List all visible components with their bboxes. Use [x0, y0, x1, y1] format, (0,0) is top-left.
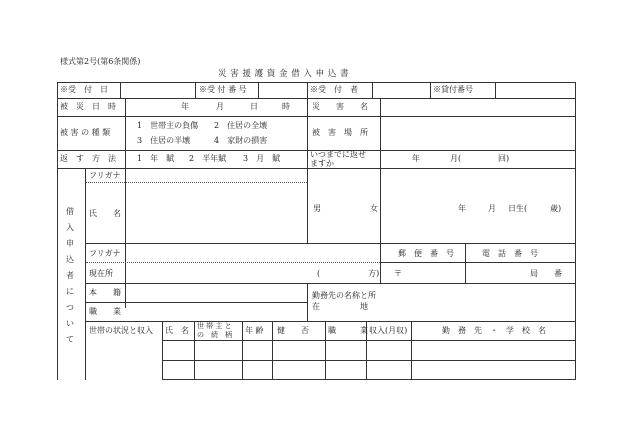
gender-female: 女: [370, 204, 378, 213]
birth-day: 日生(: [508, 204, 528, 213]
applicant-side-5: 者: [66, 271, 74, 280]
birth-month: 月: [488, 204, 496, 213]
disaster-year: 年: [181, 102, 189, 111]
postal-code-label: 郵 便 番 号: [398, 249, 454, 258]
disaster-date-label: 被 災 日 時: [60, 102, 116, 111]
household-health: 健 否: [277, 326, 309, 335]
age-label: 歳): [550, 204, 562, 213]
damage-option-2: 2 住居の全壊: [214, 121, 268, 130]
applicant-side-3: 申: [66, 239, 74, 248]
phone-number-label: 電 話 番 号: [482, 249, 538, 258]
damage-option-1: 1 世帯主の負傷: [137, 121, 199, 130]
address-paren: ( 方): [317, 269, 380, 278]
reception-date-label: ※受 付 日: [60, 85, 108, 94]
household-relation-2: の 続 柄: [197, 331, 232, 339]
bureau-label: 局 番: [530, 269, 562, 278]
applicant-side-8: い: [66, 319, 74, 328]
household-job: 職 業: [328, 326, 368, 335]
household-school: 勤 務 先 ・ 学 校 名: [442, 326, 546, 335]
repay-until-label-2: ますか: [310, 159, 334, 168]
damage-place-label: 被 害 場 所: [312, 128, 368, 137]
applicant-side-7: つ: [66, 303, 74, 312]
applicant-side-9: て: [66, 335, 74, 344]
reception-number-label: ※受 付 番 号: [199, 85, 247, 94]
repay-times: 回): [498, 154, 510, 163]
damage-option-3: 3 住居の半壊: [137, 136, 191, 145]
repay-option-2: 2 半年賦: [189, 154, 227, 163]
birth-year: 年: [458, 204, 466, 213]
disaster-name-label: 災 害 名: [312, 102, 368, 111]
applicant-side-4: 込: [66, 255, 74, 264]
disaster-month: 月: [216, 102, 224, 111]
applicant-side-1: 借: [66, 207, 74, 216]
household-income: 収入(月収): [369, 326, 408, 335]
gender-male: 男: [313, 204, 321, 213]
occupation-label: 職 業: [89, 307, 121, 316]
repay-method-label: 返 す 方 法: [60, 154, 116, 163]
reception-receiver-label: ※受 付 者: [310, 85, 358, 94]
damage-option-4: 4 家財の損害: [214, 136, 268, 145]
furigana2-label: フリガナ: [89, 249, 121, 258]
disaster-hour: 時: [282, 102, 290, 111]
workplace-label-2: 在 地: [312, 302, 368, 311]
disaster-day: 日: [250, 102, 258, 111]
name-label: 氏 名: [89, 209, 121, 218]
repay-month: 月(: [450, 154, 462, 163]
form-title: 災 害 援 護 資 金 借 入 申 込 書: [218, 69, 350, 79]
household-title: 世帯の状況と収入: [89, 326, 153, 335]
household-relation-1: 世 帯 主 と: [197, 322, 232, 330]
repay-option-1: 1 年 賦: [137, 154, 175, 163]
repay-until-label-1: いつまでに返せ: [310, 150, 366, 159]
applicant-side-2: 入: [66, 223, 74, 232]
damage-type-label: 被 害 の 種 類: [60, 128, 111, 137]
repay-option-3: 3 月 賦: [243, 154, 281, 163]
household-name: 氏 名: [165, 326, 189, 335]
postal-mark: 〒: [394, 269, 402, 278]
address-label: 現在所: [89, 269, 113, 278]
loan-number-label: ※貸付番号: [433, 85, 473, 94]
household-age: 年 齢: [245, 326, 264, 335]
applicant-side-6: に: [66, 287, 74, 296]
furigana-label: フリガナ: [89, 171, 121, 180]
workplace-label-1: 勤務先の名称と所: [312, 291, 376, 300]
domicile-label: 本 籍: [89, 288, 121, 297]
repay-year: 年: [412, 154, 420, 163]
form-label: 様式第2号(第6条関係): [60, 57, 141, 66]
